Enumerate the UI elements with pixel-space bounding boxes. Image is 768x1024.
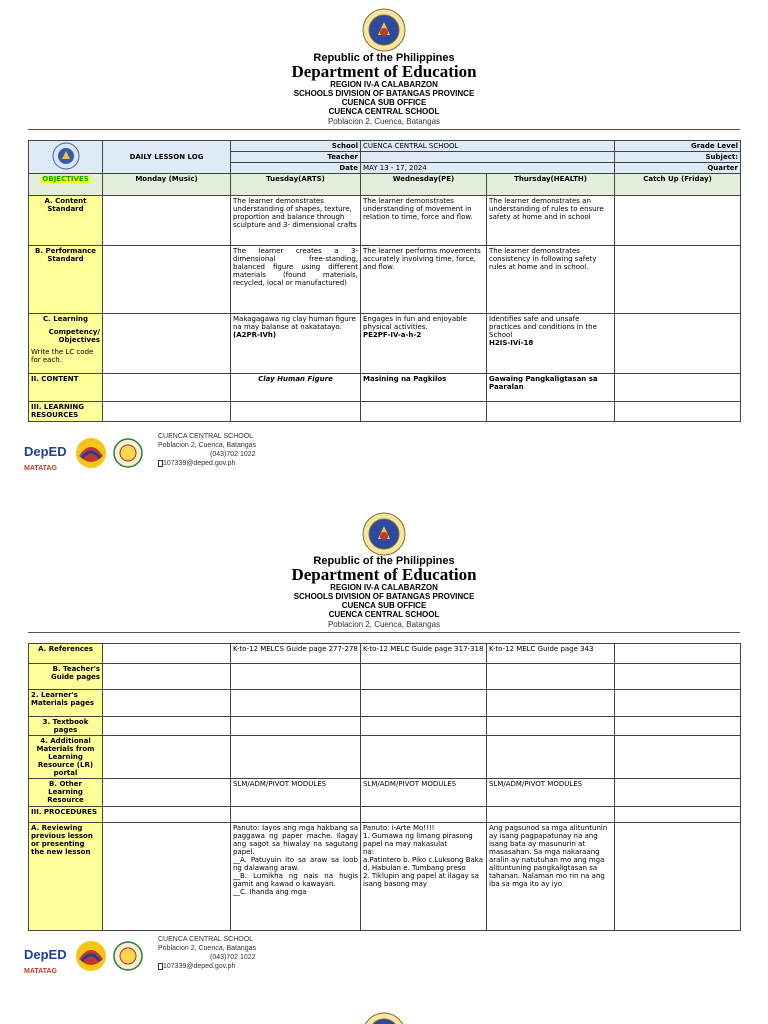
am-mon — [103, 736, 231, 779]
lm-mon — [103, 690, 231, 717]
am-fri — [615, 736, 741, 779]
footer-address: Poblacion 2, Cuenca, Batangas — [158, 442, 257, 449]
quarter-label: Quarter — [615, 163, 741, 174]
deped-logo-icon-2: DepED — [24, 947, 67, 962]
date-label: Date — [231, 163, 361, 174]
republic-line: Republic of the Philippines — [313, 52, 455, 64]
content-wed: Masining na Pagkilos — [361, 374, 487, 402]
other-fri — [615, 779, 741, 807]
lc-tue-code: (A2PR-IVh) — [233, 331, 277, 339]
teacher-value — [361, 152, 615, 163]
objectives-header — [29, 174, 103, 196]
address-line-2: Poblacion 2, Cuenca, Batangas — [327, 620, 441, 629]
letterhead-divider — [28, 129, 740, 130]
lc-label-1: C. Learning — [43, 315, 88, 323]
date-value: MAY 13 - 17, 2024 — [361, 163, 615, 174]
pr-fri — [615, 807, 741, 823]
lc-wed-code: PE2PF-IV-a-h-2 — [363, 331, 422, 339]
reviewing-mon — [103, 823, 231, 931]
tg-fri — [615, 664, 741, 690]
learning-competency-thu — [487, 314, 615, 374]
content-standard-tue: The learner demonstrates understanding of shapes, texture, proportion and balance through sculpture and 3- dimensional crafts — [231, 196, 361, 246]
sub-office-line-2: CUENCA SUB OFFICE — [341, 601, 427, 610]
region-line-2: REGION IV-A CALABARZON — [330, 583, 438, 592]
school-line: CUENCA CENTRAL SCHOOL — [328, 107, 440, 116]
performance-standard-wed: The learner performs movements accurately involving time, force, and flow. — [361, 246, 487, 314]
teachers-guide-label: B. Teacher's Guide pages — [29, 664, 103, 690]
references-thu: K-to-12 MELC Guide page 343 — [487, 644, 615, 664]
am-tue — [231, 736, 361, 779]
pr-mon — [103, 807, 231, 823]
content-label: II. CONTENT — [29, 374, 103, 402]
learning-competency-wed — [361, 314, 487, 374]
performance-standard-label: B. Performance Standard — [29, 246, 103, 314]
lm-tue — [231, 690, 361, 717]
references-tue: K-to-12 MELCS Guide page 277-278 — [231, 644, 361, 664]
department-title: Department of Education — [291, 62, 477, 81]
tg-tue — [231, 664, 361, 690]
reviewing-thu: Ang pagsunod sa mga alituntunin ay isang pagpapatunay na ang isang bata ay masunurin at masasahan. Sa mga nakaraang aralin ay natutuhan mo ang mga alituntuning pangkaligtasan sa tahanan. Nalaman mo rin na ang iba sa mga ito ay iyo — [487, 823, 615, 931]
grade-label: Grade Level — [615, 141, 741, 152]
lm-thu — [487, 690, 615, 717]
school-line-2: CUENCA CENTRAL SCHOOL — [328, 610, 440, 619]
reviewing-wed: Panuto: i-Arte Mo!!!! 1. Gumawa ng limang pirasong papel na may nakasulat na: a.Patintero b. Piko c.Luksong Baka d. Habulan e. Tumbang preso 2. Tiklupin ang papel at ilagay sa isang basong may — [361, 823, 487, 931]
learning-competency-tue — [231, 314, 361, 374]
tb-tue — [231, 717, 361, 736]
department-title-2: Department of Education — [291, 565, 477, 584]
reviewing-tue: Panuto: Iayos ang mga hakbang sa paggawa ng paper mache. Ilagay ang sagot sa hiwalay na sagutang papel. __A. Patuyuin ito sa araw sa loob ng dalawang araw. __B. Lumikha ng nais na hugis gamit ang kawad o kawayan. __C. Ihanda ang mga — [231, 823, 361, 931]
pr-wed — [361, 807, 487, 823]
am-wed — [361, 736, 487, 779]
lc-tue-text: Makagagawa ng clay human figure na may balanse at nakatatayo. — [233, 315, 356, 331]
lc-label-3: Write the LC code for each. — [31, 348, 94, 364]
content-mon — [103, 374, 231, 402]
learning-competency-fri — [615, 314, 741, 374]
address-line: Poblacion 2, Cuenca, Batangas — [327, 117, 441, 126]
teacher-label: Teacher — [231, 152, 361, 163]
footer-address-2: Poblacion 2, Cuenca, Batangas — [158, 945, 257, 952]
content-thu: Gawaing Pangkaligtasan sa Paaralan — [487, 374, 615, 402]
lr-tue — [231, 402, 361, 422]
footer-logos — [24, 434, 174, 474]
tg-mon — [103, 664, 231, 690]
pr-thu — [487, 807, 615, 823]
performance-standard-tue: The learner creates a 3-dimensional free-standing, balanced figure using different materials (found materials, recycled, local or manufactured) — [231, 246, 361, 314]
tb-mon — [103, 717, 231, 736]
friday-header: Catch Up (Friday) — [615, 174, 741, 196]
footer-phone-2: (043)702 1022 — [210, 954, 256, 961]
content-standard-mon — [103, 196, 231, 246]
school-seal-icon — [52, 142, 80, 170]
letterhead-divider-2 — [28, 632, 740, 633]
lc-wed-text: Engages in fun and enjoyable physical activities. — [363, 315, 467, 331]
school-logo-cell — [29, 141, 103, 174]
division-line-2: SCHOOLS DIVISION OF BATANGAS PROVINCE — [293, 592, 475, 601]
footer-email: 107339@deped.gov.ph — [158, 459, 256, 468]
am-thu — [487, 736, 615, 779]
performance-standard-mon — [103, 246, 231, 314]
objectives-tag: OBJECTIVES — [42, 175, 89, 183]
references-label: A. References — [29, 644, 103, 664]
footer-school: CUENCA CENTRAL SCHOOL — [158, 433, 254, 440]
other-wed: SLM/ADM/PIVOT MODULES — [361, 779, 487, 807]
tg-wed — [361, 664, 487, 690]
learning-competency-mon — [103, 314, 231, 374]
references-wed: K-to-12 MELC Guide page 317-318 — [361, 644, 487, 664]
tb-fri — [615, 717, 741, 736]
school-value: CUENCA CENTRAL SCHOOL — [361, 141, 615, 152]
footer-email-2: 107339@deped.gov.ph — [158, 962, 256, 971]
footer-contact — [158, 432, 256, 468]
lr-thu — [487, 402, 615, 422]
matatag-logo-icon-2: MATATAG — [24, 968, 57, 975]
content-standard-fri — [615, 196, 741, 246]
references-fri — [615, 644, 741, 664]
lc-label-2: Competency/ Objectives — [48, 328, 100, 344]
learning-resources-label: III. LEARNING RESOURCES — [29, 402, 103, 422]
other-resources-label: B. Other Learning Resource — [29, 779, 103, 807]
pr-tue — [231, 807, 361, 823]
region-line: REGION IV-A CALABARZON — [330, 80, 438, 89]
textbook-label: 3. Textbook pages — [29, 717, 103, 736]
lr-fri — [615, 402, 741, 422]
content-tue: Clay Human Figure — [231, 374, 361, 402]
reviewing-label: A. Reviewing previous lesson or presenting the new lesson — [29, 823, 103, 931]
monday-header: Monday (Music) — [103, 174, 231, 196]
procedures-label: III. PROCEDURES — [29, 807, 103, 823]
other-tue: SLM/ADM/PIVOT MODULES — [231, 779, 361, 807]
lm-fri — [615, 690, 741, 717]
matatag-logo-icon: MATATAG — [24, 465, 57, 472]
lr-mon — [103, 402, 231, 422]
content-fri — [615, 374, 741, 402]
lm-wed — [361, 690, 487, 717]
additional-materials-label: 4. Additional Materials from Learning Resource (LR) portal — [29, 736, 103, 779]
other-thu: SLM/ADM/PIVOT MODULES — [487, 779, 615, 807]
content-standard-wed: The learner demonstrates understanding of movement in relation to time, force and flow. — [361, 196, 487, 246]
republic-line-2: Republic of the Philippines — [313, 555, 455, 567]
footer-contact-2 — [158, 935, 256, 971]
deped-seal-icon-2 — [362, 512, 406, 556]
footer-logos-2 — [24, 937, 174, 977]
deped-seal-icon — [362, 8, 406, 52]
tuesday-header: Tuesday(ARTS) — [231, 174, 361, 196]
content-standard-thu: The learner demonstrates an understanding of rules to ensure safety at home and in school — [487, 196, 615, 246]
references-mon — [103, 644, 231, 664]
lr-wed — [361, 402, 487, 422]
subject-label: Subject: — [615, 152, 741, 163]
content-standard-label: A. Content Standard — [29, 196, 103, 246]
learning-competency-label — [29, 314, 103, 374]
sub-office-line: CUENCA SUB OFFICE — [341, 98, 427, 107]
school-label: School — [231, 141, 361, 152]
tb-wed — [361, 717, 487, 736]
tb-thu — [487, 717, 615, 736]
footer-phone: (043)702 1022 — [210, 451, 256, 458]
performance-standard-thu: The learner demonstrates consistency in following safety rules at home and in school. — [487, 246, 615, 314]
thursday-header: Thursday(HEALTH) — [487, 174, 615, 196]
reviewing-fri — [615, 823, 741, 931]
learners-materials-label: 2. Learner's Materials pages — [29, 690, 103, 717]
lesson-log-table-page2 — [28, 643, 741, 931]
dll-title: DAILY LESSON LOG — [103, 141, 231, 174]
lesson-log-table-page1 — [28, 140, 741, 422]
lc-thu-text: Identifies safe and unsafe practices and conditions in the School — [489, 315, 597, 339]
wednesday-header: Wednesday(PE) — [361, 174, 487, 196]
division-line: SCHOOLS DIVISION OF BATANGAS PROVINCE — [293, 89, 475, 98]
footer-school-2: CUENCA CENTRAL SCHOOL — [158, 936, 254, 943]
performance-standard-fri — [615, 246, 741, 314]
deped-seal-icon-3 — [362, 1012, 406, 1024]
lc-thu-code: H2IS-IVi-18 — [489, 339, 534, 347]
tg-thu — [487, 664, 615, 690]
other-mon — [103, 779, 231, 807]
deped-logo-icon: DepED — [24, 444, 67, 459]
